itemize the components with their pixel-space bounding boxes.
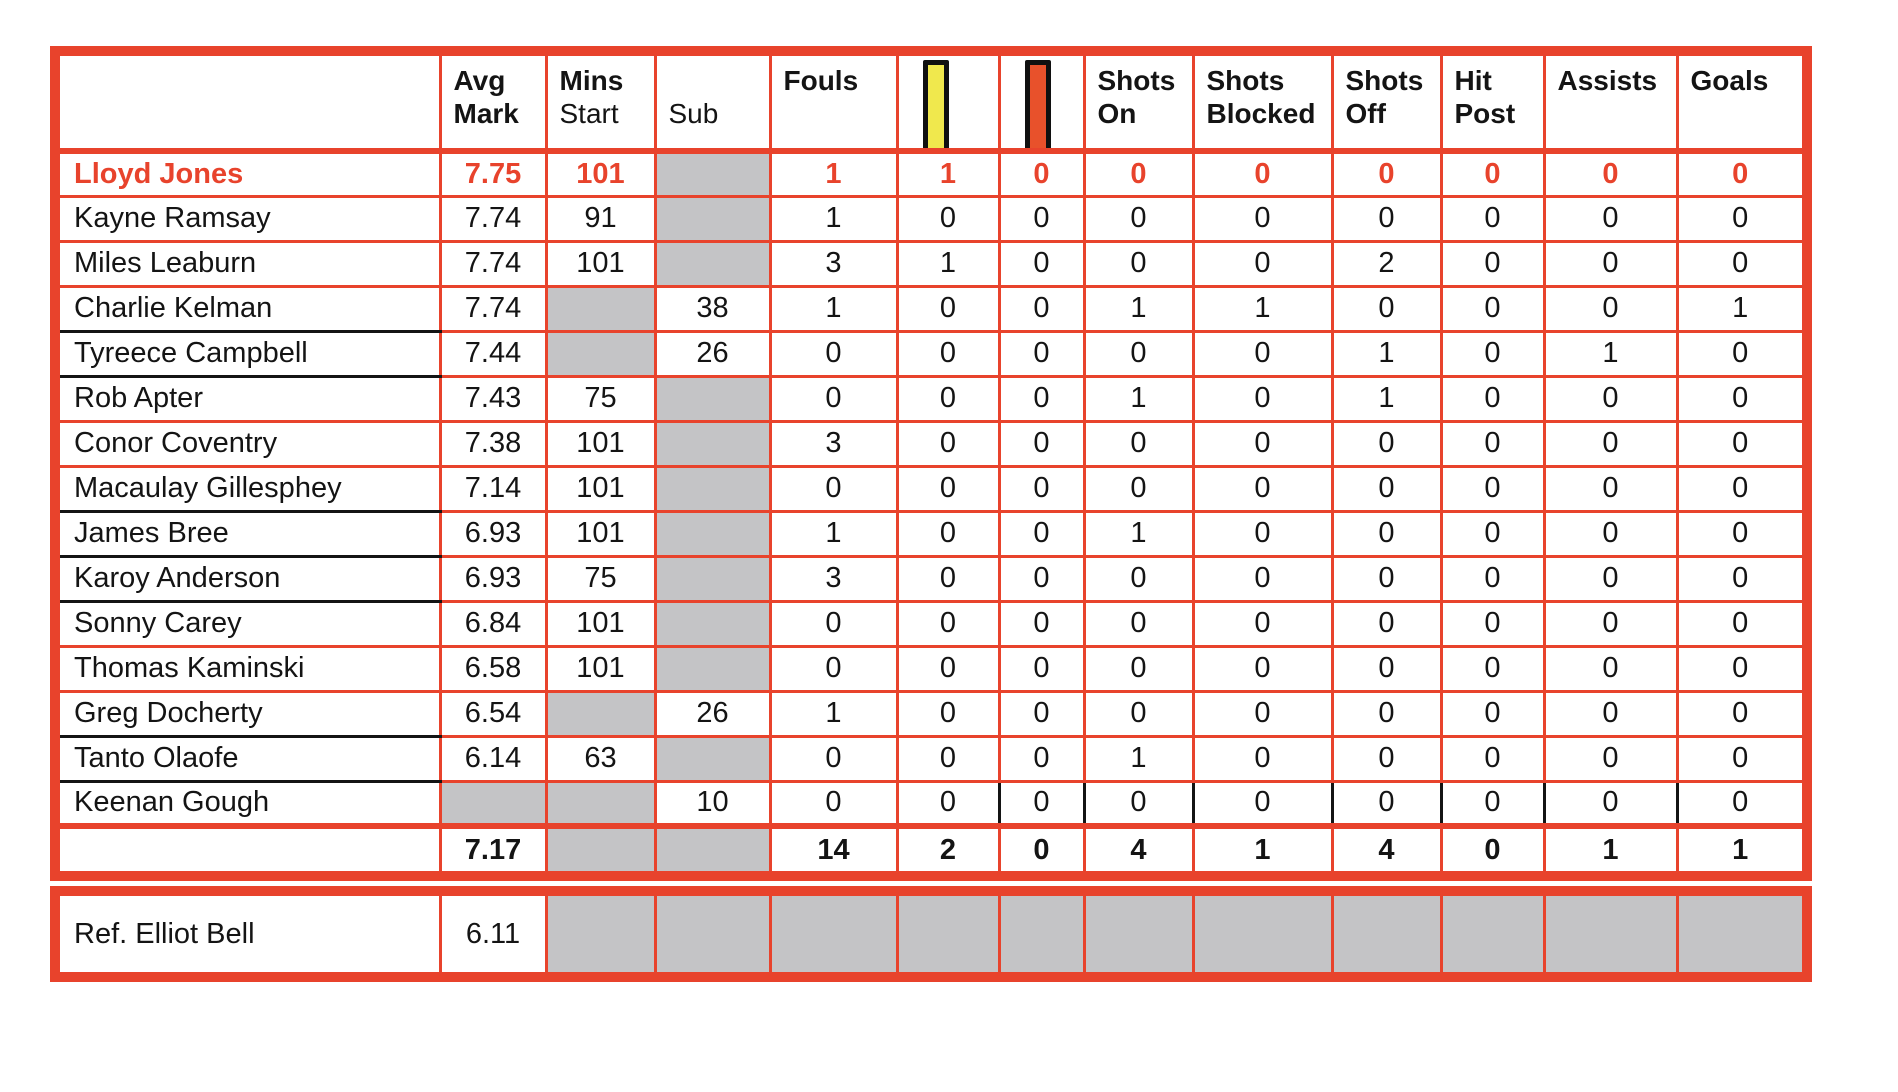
yellow-cards-cell: 0 [897,196,999,241]
hit-post-cell: 0 [1441,511,1544,556]
hit-post-cell: 0 [1441,286,1544,331]
avg-mark-cell: 7.14 [440,466,546,511]
shots-off-cell: 1 [1332,376,1441,421]
shots-blocked-cell: 0 [1193,421,1332,466]
shots-off-cell: 0 [1332,556,1441,601]
mins-start-cell [546,781,655,826]
fouls-cell: 3 [770,421,897,466]
totals-row [55,826,1807,876]
hit-post-cell: 0 [1441,736,1544,781]
mins-start-cell: 75 [546,556,655,601]
shots-on-cell: 0 [1084,691,1193,736]
sub-mins-cell [655,736,770,781]
player-row [55,241,1807,286]
shots-blocked-label-line2: Blocked [1206,98,1316,129]
player-row [55,511,1807,556]
fouls-cell: 1 [770,511,897,556]
sub-label: Sub [668,98,719,129]
sub-mins-cell [655,511,770,556]
goals-cell: 0 [1677,736,1807,781]
mins-start-cell: 101 [546,151,655,196]
assists-cell: 0 [1544,151,1677,196]
goals-cell: 0 [1677,196,1807,241]
red-cards-cell: 0 [999,556,1084,601]
red-cards-cell: 0 [999,691,1084,736]
hit-post-label-line2: Post [1454,98,1516,129]
referee-name-cell: Ref. Elliot Bell [55,891,440,977]
mins-start-cell: 63 [546,736,655,781]
player-name-cell: Rob Apter [55,376,440,421]
avg-mark-cell: 6.14 [440,736,546,781]
assists-cell: 0 [1544,556,1677,601]
referee-table [50,886,1812,982]
shots-blocked-cell: 1 [1193,286,1332,331]
mins-start-cell [546,331,655,376]
hit-post-label-line1: Hit [1454,65,1492,96]
mins-start-cell: 101 [546,466,655,511]
shots-off-cell: 0 [1332,781,1441,826]
referee-na-cell [1084,891,1193,977]
red-cards-cell: 0 [999,331,1084,376]
goals-cell: 0 [1677,646,1807,691]
player-name-cell: Kayne Ramsay [55,196,440,241]
goals-cell: 0 [1677,511,1807,556]
mins-start-cell: 101 [546,511,655,556]
referee-na-cell [1193,891,1332,977]
sub-mins-cell [655,196,770,241]
shots-blocked-cell: 0 [1193,466,1332,511]
shots-on-cell: 0 [1084,466,1193,511]
assists-cell: 0 [1544,691,1677,736]
shots-off-cell: 0 [1332,511,1441,556]
mins-start-cell: 91 [546,196,655,241]
shots-on-cell: 1 [1084,286,1193,331]
totals-shots-off-cell: 4 [1332,826,1441,876]
referee-na-cell [1677,891,1807,977]
sub-mins-cell: 26 [655,331,770,376]
shots-on-label-line2: On [1097,98,1137,129]
fouls-cell: 0 [770,781,897,826]
avg-mark-cell: 7.74 [440,241,546,286]
shots-on-cell: 0 [1084,421,1193,466]
shots-off-cell: 0 [1332,151,1441,196]
goals-cell: 0 [1677,376,1807,421]
totals-section [55,826,1807,876]
referee-na-cell [1332,891,1441,977]
avg-label-line2: Mark [453,98,519,129]
assists-cell: 0 [1544,421,1677,466]
referee-na-cell [999,891,1084,977]
mins-start-cell: 101 [546,421,655,466]
shots-on-cell: 0 [1084,646,1193,691]
hit-post-cell: 0 [1441,646,1544,691]
goals-cell: 0 [1677,781,1807,826]
player-row [55,286,1807,331]
red-cards-cell: 0 [999,466,1084,511]
referee-na-cell [1441,891,1544,977]
fouls-cell: 0 [770,466,897,511]
fouls-cell: 3 [770,241,897,286]
sub-mins-cell [655,646,770,691]
player-name-cell: James Bree [55,511,440,556]
player-row [55,376,1807,421]
shots-off-label-line1: Shots [1345,65,1424,96]
hit-post-cell: 0 [1441,151,1544,196]
shots-on-cell: 0 [1084,241,1193,286]
mins-start-cell: 101 [546,241,655,286]
shots-blocked-cell: 0 [1193,331,1332,376]
fouls-cell: 1 [770,196,897,241]
red-cards-cell: 0 [999,241,1084,286]
referee-row [55,891,1807,977]
goals-cell: 0 [1677,331,1807,376]
shots-on-cell: 0 [1084,151,1193,196]
shots-blocked-cell: 0 [1193,556,1332,601]
shots-blocked-cell: 0 [1193,646,1332,691]
player-name-cell: Lloyd Jones [55,151,440,196]
hit-post-cell: 0 [1441,241,1544,286]
red-cards-cell: 0 [999,601,1084,646]
shots-blocked-cell: 0 [1193,511,1332,556]
assists-cell: 0 [1544,781,1677,826]
avg-label-line1: Avg [453,65,506,96]
player-name-cell: Tanto Olaofe [55,736,440,781]
red-card-icon [1025,60,1051,151]
hit-post-cell: 0 [1441,781,1544,826]
hit-post-cell: 0 [1441,691,1544,736]
yellow-cards-cell: 0 [897,646,999,691]
ratings-table-wrap [50,46,1812,982]
yellow-cards-cell: 0 [897,286,999,331]
player-row [55,331,1807,376]
shots-on-cell: 0 [1084,556,1193,601]
player-name-cell: Conor Coventry [55,421,440,466]
avg-mark-cell: 7.44 [440,331,546,376]
shots-off-cell: 2 [1332,241,1441,286]
fouls-cell: 1 [770,151,897,196]
player-row [55,781,1807,826]
shots-blocked-cell: 0 [1193,736,1332,781]
red-cards-cell: 0 [999,781,1084,826]
fouls-label: Fouls [783,65,859,96]
col-header-shots-off [1332,51,1441,151]
shots-off-cell: 0 [1332,196,1441,241]
shots-blocked-cell: 0 [1193,781,1332,826]
shots-on-cell: 1 [1084,376,1193,421]
player-row [55,151,1807,196]
yellow-cards-cell: 1 [897,241,999,286]
goals-cell: 0 [1677,691,1807,736]
yellow-cards-cell: 0 [897,331,999,376]
yellow-cards-cell: 0 [897,781,999,826]
shots-blocked-cell: 0 [1193,691,1332,736]
goals-cell: 0 [1677,151,1807,196]
yellow-cards-cell: 0 [897,736,999,781]
assists-cell: 0 [1544,241,1677,286]
mins-start-cell: 101 [546,646,655,691]
avg-mark-cell [440,781,546,826]
mins-start-cell [546,286,655,331]
yellow-card-icon [923,60,949,151]
totals-avg-mark-cell: 7.17 [440,826,546,876]
player-row [55,466,1807,511]
col-header-fouls [770,51,897,151]
referee-na-cell [897,891,999,977]
sub-mins-cell: 10 [655,781,770,826]
avg-mark-cell: 7.43 [440,376,546,421]
fouls-cell: 0 [770,736,897,781]
mins-start-cell [546,691,655,736]
shots-off-cell: 0 [1332,466,1441,511]
yellow-cards-cell: 1 [897,151,999,196]
col-header-sub [655,51,770,151]
shots-off-label-line2: Off [1345,98,1386,129]
shots-blocked-cell: 0 [1193,376,1332,421]
shots-on-cell: 1 [1084,511,1193,556]
fouls-cell: 0 [770,376,897,421]
sub-mins-cell [655,556,770,601]
totals-assists-cell: 1 [1544,826,1677,876]
referee-na-cell [1544,891,1677,977]
hit-post-cell: 0 [1441,466,1544,511]
player-name-cell: Miles Leaburn [55,241,440,286]
shots-off-cell: 0 [1332,421,1441,466]
red-cards-cell: 0 [999,646,1084,691]
totals-red-cards-cell: 0 [999,826,1084,876]
shots-off-cell: 0 [1332,286,1441,331]
totals-sub-cell [655,826,770,876]
hit-post-cell: 0 [1441,196,1544,241]
col-header-avg-mark [440,51,546,151]
yellow-cards-cell: 0 [897,376,999,421]
sub-mins-cell [655,241,770,286]
fouls-cell: 0 [770,646,897,691]
player-row [55,736,1807,781]
avg-mark-cell: 7.75 [440,151,546,196]
shots-blocked-cell: 0 [1193,151,1332,196]
assists-cell: 1 [1544,331,1677,376]
shots-off-cell: 0 [1332,736,1441,781]
col-header-player [55,51,440,151]
totals-hit-post-cell: 0 [1441,826,1544,876]
yellow-cards-cell: 0 [897,421,999,466]
red-cards-cell: 0 [999,736,1084,781]
yellow-cards-cell: 0 [897,556,999,601]
totals-name-cell [55,826,440,876]
shots-off-cell: 0 [1332,646,1441,691]
player-name-cell: Macaulay Gillesphey [55,466,440,511]
goals-cell: 0 [1677,421,1807,466]
sub-mins-cell [655,151,770,196]
assists-cell: 0 [1544,286,1677,331]
red-cards-cell: 0 [999,151,1084,196]
red-cards-cell: 0 [999,421,1084,466]
goals-label: Goals [1690,65,1769,96]
assists-cell: 0 [1544,466,1677,511]
player-name-cell: Tyreece Campbell [55,331,440,376]
shots-blocked-cell: 0 [1193,601,1332,646]
red-cards-cell: 0 [999,376,1084,421]
player-name-cell: Sonny Carey [55,601,440,646]
avg-mark-cell: 6.58 [440,646,546,691]
shots-blocked-cell: 0 [1193,241,1332,286]
totals-shots-on-cell: 4 [1084,826,1193,876]
assists-cell: 0 [1544,646,1677,691]
sub-mins-cell [655,376,770,421]
assists-label: Assists [1557,65,1658,96]
shots-on-cell: 0 [1084,601,1193,646]
assists-cell: 0 [1544,511,1677,556]
shots-on-cell: 0 [1084,196,1193,241]
table-header [55,51,1807,151]
sub-mins-cell [655,466,770,511]
fouls-cell: 0 [770,331,897,376]
sub-mins-cell [655,601,770,646]
sub-mins-cell: 38 [655,286,770,331]
shots-off-cell: 1 [1332,331,1441,376]
player-name-cell: Charlie Kelman [55,286,440,331]
referee-na-cell [770,891,897,977]
sub-mins-cell [655,421,770,466]
avg-mark-cell: 7.74 [440,286,546,331]
col-header-mins-start [546,51,655,151]
mins-label-line2: Start [559,98,619,129]
referee-na-cell [655,891,770,977]
col-header-yellow-cards [897,51,999,151]
avg-mark-cell: 6.54 [440,691,546,736]
col-header-hit-post [1441,51,1544,151]
player-row [55,421,1807,466]
hit-post-cell: 0 [1441,556,1544,601]
player-row [55,691,1807,736]
totals-yellow-cards-cell: 2 [897,826,999,876]
yellow-cards-cell: 0 [897,511,999,556]
goals-cell: 0 [1677,466,1807,511]
yellow-cards-cell: 0 [897,691,999,736]
col-header-shots-on [1084,51,1193,151]
hit-post-cell: 0 [1441,421,1544,466]
player-name-cell: Karoy Anderson [55,556,440,601]
shots-on-cell: 1 [1084,736,1193,781]
red-cards-cell: 0 [999,196,1084,241]
referee-na-cell [546,891,655,977]
yellow-cards-cell: 0 [897,466,999,511]
hit-post-cell: 0 [1441,376,1544,421]
assists-cell: 0 [1544,196,1677,241]
shots-on-cell: 0 [1084,781,1193,826]
col-header-red-cards [999,51,1084,151]
player-row [55,646,1807,691]
fouls-cell: 1 [770,286,897,331]
mins-start-cell: 75 [546,376,655,421]
player-name-cell: Thomas Kaminski [55,646,440,691]
red-cards-cell: 0 [999,511,1084,556]
player-stats-table [50,46,1812,881]
assists-cell: 0 [1544,736,1677,781]
goals-cell: 0 [1677,556,1807,601]
shots-on-cell: 0 [1084,331,1193,376]
red-cards-cell: 0 [999,286,1084,331]
fouls-cell: 0 [770,601,897,646]
shots-on-label-line1: Shots [1097,65,1176,96]
player-name-cell: Keenan Gough [55,781,440,826]
fouls-cell: 3 [770,556,897,601]
hit-post-cell: 0 [1441,331,1544,376]
player-name-cell: Greg Docherty [55,691,440,736]
totals-shots-blocked-cell: 1 [1193,826,1332,876]
avg-mark-cell: 7.74 [440,196,546,241]
goals-cell: 1 [1677,286,1807,331]
referee-avg-mark-cell: 6.11 [440,891,546,977]
player-row [55,601,1807,646]
assists-cell: 0 [1544,376,1677,421]
goals-cell: 0 [1677,601,1807,646]
assists-cell: 0 [1544,601,1677,646]
sub-mins-cell: 26 [655,691,770,736]
col-header-shots-blocked [1193,51,1332,151]
shots-off-cell: 0 [1332,601,1441,646]
avg-mark-cell: 6.93 [440,556,546,601]
player-row [55,196,1807,241]
avg-mark-cell: 6.84 [440,601,546,646]
avg-mark-cell: 7.38 [440,421,546,466]
shots-off-cell: 0 [1332,691,1441,736]
col-header-goals [1677,51,1807,151]
yellow-cards-cell: 0 [897,601,999,646]
mins-label-line1: Mins [559,65,624,96]
totals-goals-cell: 1 [1677,826,1807,876]
player-rows [55,151,1807,826]
goals-cell: 0 [1677,241,1807,286]
totals-mins-start-cell [546,826,655,876]
shots-blocked-cell: 0 [1193,196,1332,241]
col-header-assists [1544,51,1677,151]
mins-start-cell: 101 [546,601,655,646]
shots-blocked-label-line1: Shots [1206,65,1285,96]
avg-mark-cell: 6.93 [440,511,546,556]
header-row [55,51,1807,151]
hit-post-cell: 0 [1441,601,1544,646]
totals-fouls-cell: 14 [770,826,897,876]
fouls-cell: 1 [770,691,897,736]
player-row [55,556,1807,601]
